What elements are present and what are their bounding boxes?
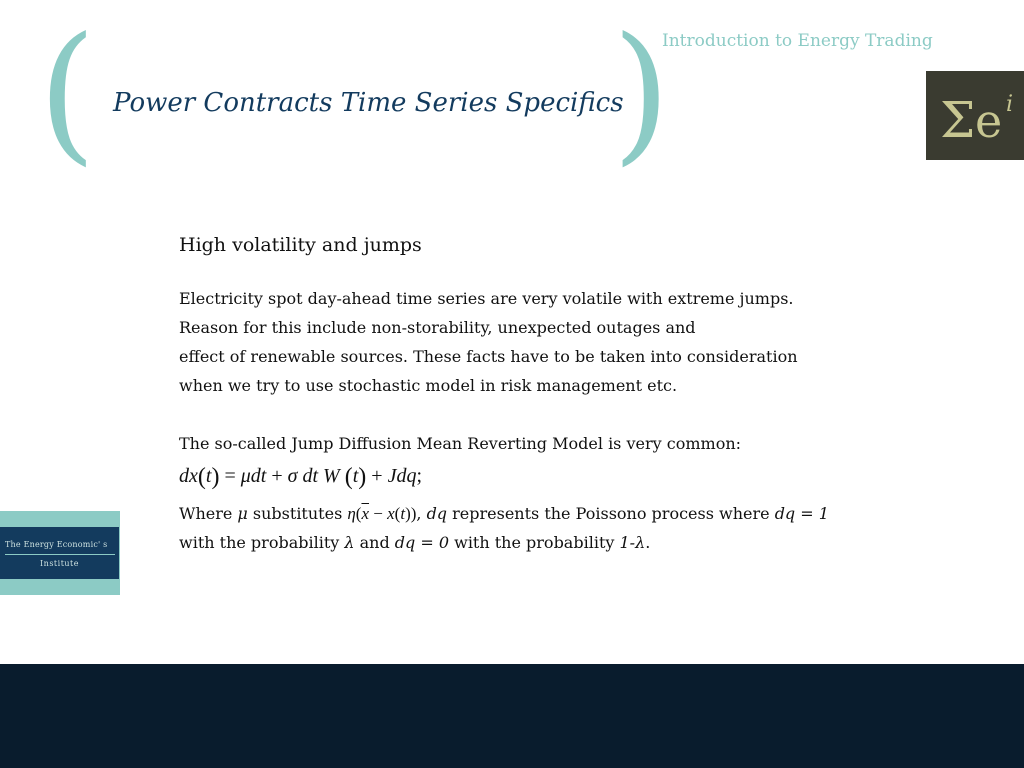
model-intro: The so-called Jump Diffusion Mean Reverting Model is very common: bbox=[179, 434, 742, 453]
slide-title: Power Contracts Time Series Specifics bbox=[113, 88, 624, 118]
course-title: Introduction to Energy Trading bbox=[662, 31, 933, 51]
svg-text:e: e bbox=[975, 94, 1003, 148]
footer-bar bbox=[0, 664, 1024, 768]
paragraph-line: effect of renewable sources. These facts have to be taken into consideration bbox=[179, 347, 798, 366]
paragraph-line: when we try to use stochastic model in risk management etc. bbox=[179, 376, 678, 395]
sigma-e-i-logo-icon bbox=[926, 71, 1024, 160]
institute-logo bbox=[0, 511, 120, 595]
section-heading: High volatility and jumps bbox=[179, 234, 422, 256]
where-line-1: Where μ substitutes $\eta(\overline{x} - x(t))$, dq represents the Poissono process where dq = 1 bbox=[179, 504, 829, 523]
jump-diffusion-formula: dx(t) = μdt + σ dt W (t) + Jdq; bbox=[179, 464, 423, 490]
institute-name-line2: Institute bbox=[40, 559, 80, 568]
mean-reversion-term: $\eta(\overline{x} - x(t))$ bbox=[347, 504, 417, 523]
institute-logo-panel bbox=[0, 527, 119, 579]
svg-text:Σ: Σ bbox=[940, 91, 976, 149]
paragraph-line: Reason for this include non-storability, unexpected outages and bbox=[179, 318, 696, 337]
left-parenthesis-decoration: ( bbox=[38, 6, 97, 180]
svg-text:i: i bbox=[1006, 92, 1014, 117]
slide-content bbox=[179, 234, 899, 557]
institute-divider bbox=[5, 554, 115, 555]
institute-name-line1: The Energy Economic' s bbox=[5, 540, 108, 549]
right-parenthesis-decoration: ) bbox=[612, 6, 671, 180]
paragraph-line: Electricity spot day-ahead time series are very volatile with extreme jumps. bbox=[179, 289, 794, 308]
where-line-2: with the probability λ and dq = 0 with the probability 1-λ. bbox=[179, 533, 651, 552]
